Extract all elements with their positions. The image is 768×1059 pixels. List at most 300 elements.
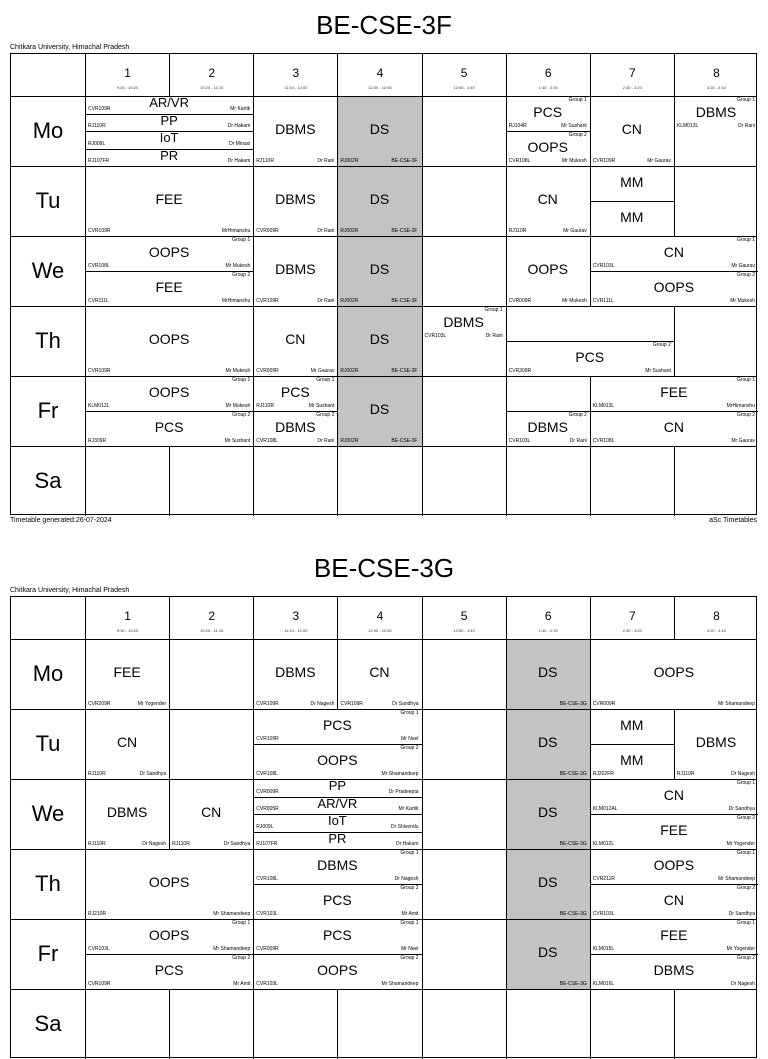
room-code: CVR009R (256, 368, 279, 374)
teacher-name: Dr Sandhya (223, 841, 251, 847)
room-code: CVR211R (592, 876, 615, 882)
slot-divider (253, 884, 421, 885)
lesson-slot (85, 376, 253, 411)
room-code: CVR108L (508, 158, 531, 164)
row-divider (11, 446, 756, 447)
lesson-slot (337, 236, 421, 306)
subject-name: OOPS (148, 874, 190, 890)
slot-divider (590, 814, 758, 815)
lesson-slot (85, 131, 253, 149)
lesson-slot (337, 639, 421, 709)
teacher-name: Mr Yogender (726, 841, 755, 847)
slot-divider (85, 954, 253, 955)
room-code: CVR103L (256, 911, 278, 917)
lesson-cell (506, 919, 590, 989)
room-code: RJ110R (256, 158, 274, 164)
lesson-cell (590, 919, 758, 989)
lesson-cell (169, 779, 253, 849)
class-label: BE-CSE-3F (391, 438, 418, 444)
subject-name: MM (620, 208, 644, 225)
group-label: Group 1 (736, 780, 755, 786)
teacher-name: Dr Minaxi (229, 140, 251, 147)
lesson-slot (85, 149, 253, 167)
room-code: RJ107FR (256, 841, 278, 847)
subject-name: PCS (280, 383, 310, 400)
lesson-slot (253, 166, 337, 236)
lesson-cell (85, 849, 253, 919)
lesson-cell (253, 96, 337, 166)
period-header (85, 54, 169, 96)
teacher-name: Dr Nagesh (310, 701, 335, 707)
lesson-slot (506, 306, 674, 341)
room-code: RJ002R (340, 368, 359, 374)
cell-border (253, 446, 254, 516)
lesson-cell (85, 376, 253, 446)
lesson-slot (590, 166, 674, 201)
room-code: KLM016L (592, 981, 615, 987)
cell-border (85, 989, 86, 1059)
subject-name: DS (537, 804, 558, 820)
group-label: Group 2 (232, 955, 251, 961)
lesson-cell (253, 306, 337, 376)
teacher-name: Mr Shamandeep (381, 771, 419, 777)
subject-name: DS (537, 874, 558, 890)
lesson-cell (85, 306, 253, 376)
room-code: RJ110R (256, 403, 274, 409)
subject-name: DS (537, 944, 558, 960)
subject-name: CN (201, 804, 222, 820)
teacher-name: Mr Mukesh (562, 158, 587, 164)
subject-name: OOPS (653, 278, 695, 295)
room-code: CVR009R (256, 228, 279, 234)
lesson-slot (85, 954, 253, 989)
subject-name: DBMS (275, 418, 316, 435)
lesson-cell (590, 849, 758, 919)
slot-divider (253, 797, 421, 798)
subject-name: OOPS (148, 243, 190, 260)
lesson-slot (337, 376, 421, 446)
cell-border (253, 989, 254, 1059)
period-number: 6 (544, 609, 552, 623)
lesson-cell (253, 849, 421, 919)
teacher-name: MrHimanshu (726, 403, 755, 409)
lesson-cell (337, 639, 421, 709)
lesson-slot (590, 271, 758, 306)
room-code: CVR103L (592, 263, 615, 269)
lesson-cell (85, 166, 253, 236)
group-label: Group 1 (736, 850, 755, 856)
subject-name: DBMS (653, 961, 695, 978)
slot-divider (506, 131, 590, 132)
cell-border (337, 446, 338, 516)
group-label: Group 2 (400, 885, 419, 891)
slot-divider (590, 201, 674, 202)
teacher-name: Dr Hakam (395, 841, 419, 847)
room-code: RJ202FR (592, 771, 614, 777)
lesson-cell (253, 779, 421, 849)
lesson-cell (590, 96, 674, 166)
subject-name: OOPS (148, 383, 190, 400)
lesson-slot (253, 376, 337, 411)
subject-name: PCS (322, 926, 352, 943)
teacher-name: Mr Gaurav (310, 368, 335, 374)
day-label: Fr (37, 398, 59, 423)
room-code: RJ110R (676, 771, 695, 777)
lesson-slot (506, 411, 590, 446)
lesson-slot (85, 779, 169, 849)
lesson-slot (422, 306, 506, 341)
period-number: 8 (713, 609, 720, 623)
room-code: RJ002R (340, 298, 359, 304)
cell-border (422, 236, 423, 306)
period-number: 2 (208, 609, 216, 623)
subject-name: PCS (154, 961, 184, 978)
cell-border (422, 376, 423, 446)
subject-name: DBMS (443, 313, 484, 330)
room-code: RJ009L (88, 140, 106, 147)
group-label: Group 1 (736, 377, 755, 383)
period-number: 1 (124, 66, 131, 80)
room-code: CVR103L (256, 981, 278, 987)
lesson-cell (85, 639, 169, 709)
cell-border (506, 989, 507, 1059)
room-code: KLM012L (88, 403, 110, 409)
subject-name: FEE (113, 664, 141, 680)
subject-name: PCS (575, 348, 605, 365)
group-label: Group 2 (316, 412, 335, 418)
period-header (337, 54, 421, 96)
day-label: Tu (35, 731, 61, 756)
cell-border (590, 446, 591, 516)
slot-divider (85, 131, 253, 132)
room-code: CVR103L (592, 911, 615, 917)
teacher-name: Dr Sandhya (728, 806, 755, 812)
teacher-name: Dr Sandhya (728, 911, 755, 917)
room-code: CVR103L (424, 333, 447, 339)
room-code: CVR309R (508, 368, 532, 374)
teacher-name: Dr Rani (317, 438, 335, 444)
teacher-name: Mr Yogender (137, 701, 167, 707)
room-code: KLM013L (676, 123, 699, 129)
group-label: Group 1 (232, 377, 251, 383)
subject-name: PCS (154, 418, 184, 435)
period-header (422, 54, 506, 96)
lesson-slot (590, 639, 758, 709)
lesson-cell (337, 236, 421, 306)
subject-name: OOPS (653, 664, 695, 680)
cell-border (422, 166, 423, 236)
subject-name: DBMS (695, 103, 737, 120)
lesson-slot (253, 709, 421, 744)
cell-border (169, 709, 170, 779)
room-code: RJ309R (88, 438, 107, 444)
lesson-cell (506, 376, 590, 446)
lesson-slot (590, 709, 674, 744)
teacher-name: Mr Neel (400, 946, 419, 952)
day-label: Th (35, 871, 61, 896)
day-label: Mo (32, 118, 64, 143)
teacher-name: Mr Sushant (308, 403, 335, 409)
subject-name: MM (620, 173, 644, 190)
cell-border (674, 989, 675, 1059)
period-time: 12:50 - 1:40 (453, 85, 475, 90)
room-code: CVR111L (88, 298, 109, 304)
period-number: 4 (376, 609, 384, 623)
lesson-cell (506, 639, 590, 709)
cell-border (422, 849, 423, 919)
cell-border (422, 446, 423, 516)
room-code: CVR109R (340, 701, 363, 707)
lesson-cell (253, 709, 421, 779)
slot-divider (253, 832, 421, 833)
teacher-name: Dr Hakam (227, 158, 251, 164)
teacher-name: Dr Rani (317, 298, 335, 304)
room-code: RJ104R (508, 123, 527, 129)
teacher-name: Mr Sushant (561, 123, 587, 129)
period-header (506, 597, 590, 639)
period-number: 5 (460, 609, 468, 623)
subject-name: OOPS (527, 261, 568, 277)
period-header (169, 597, 253, 639)
group-label: Group 2 (652, 342, 671, 348)
period-header (169, 54, 253, 96)
slot-divider (590, 411, 758, 412)
teacher-name: Dr Sandhya (139, 771, 167, 777)
cell-border (674, 306, 675, 376)
period-time: 12:00 - 12:50 (368, 628, 392, 633)
period-time: 3:20 - 4:10 (706, 628, 726, 633)
lesson-slot (674, 96, 758, 131)
lesson-cell (337, 166, 421, 236)
period-header (253, 597, 337, 639)
group-label: Group 2 (736, 885, 755, 891)
lesson-cell (506, 96, 590, 166)
class-label: BE-CSE-3F (391, 158, 418, 164)
lesson-slot (337, 96, 421, 166)
class-label: BE-CSE-3G (559, 911, 587, 917)
teacher-name: Mr Gaurav (647, 158, 671, 164)
lesson-slot (253, 744, 421, 779)
subject-name: FEE (155, 278, 183, 295)
subject-name: OOPS (148, 926, 190, 943)
group-label: Group 1 (736, 97, 755, 103)
lesson-slot (253, 954, 421, 989)
room-code: CVR109R (88, 981, 111, 987)
subject-name: FEE (660, 926, 688, 943)
cell-border (422, 639, 423, 709)
lesson-slot (590, 814, 758, 849)
room-code: RJ002R (340, 228, 359, 234)
cell-border (590, 989, 591, 1059)
lesson-slot (506, 236, 590, 306)
teacher-name: Mr Amit (233, 981, 251, 987)
slot-divider (85, 149, 253, 150)
teacher-name: Dr Nagesh (142, 841, 167, 847)
day-label: Mo (32, 661, 64, 686)
lesson-slot (590, 954, 758, 989)
period-header (253, 54, 337, 96)
lesson-slot (85, 236, 253, 271)
timetable-title: BE-CSE-3F (316, 10, 452, 40)
teacher-name: Mr Gaurav (563, 228, 587, 234)
cell-border (674, 446, 675, 516)
lesson-cell (337, 376, 421, 446)
timetable-grid (10, 53, 757, 515)
teacher-name: Mr Mukesh (225, 403, 251, 409)
day-label: Sa (34, 468, 62, 493)
period-number: 8 (713, 66, 720, 80)
cell-border (674, 166, 675, 236)
room-code: CVR209R (88, 701, 111, 707)
subject-name: AR/VR (317, 795, 358, 811)
subject-name: OOPS (653, 856, 695, 873)
room-code: CVR009R (256, 946, 279, 952)
cell-border (169, 446, 170, 516)
lesson-slot (85, 271, 253, 306)
lesson-cell (506, 779, 590, 849)
lesson-slot (506, 849, 590, 919)
period-time: 2:30 - 3:20 (622, 85, 642, 90)
lesson-slot (590, 96, 674, 166)
room-code: CVR109R (88, 228, 111, 234)
period-number: 6 (544, 66, 552, 80)
lesson-cell (253, 166, 337, 236)
teacher-name: Dr Nagesh (731, 981, 755, 987)
period-time: 12:50 - 1:40 (453, 628, 475, 633)
lesson-slot (590, 779, 758, 814)
period-header (590, 597, 674, 639)
slot-divider (253, 411, 337, 412)
lesson-slot (253, 832, 421, 850)
lesson-slot (253, 411, 337, 446)
subject-name: DBMS (527, 418, 568, 435)
cell-border (506, 446, 507, 516)
subject-name: OOPS (527, 138, 568, 155)
lesson-cell (590, 236, 758, 306)
lesson-slot (253, 884, 421, 919)
lesson-slot (674, 709, 758, 779)
lesson-cell (506, 709, 590, 779)
room-code: CVR108L (256, 771, 278, 777)
slot-divider (506, 411, 590, 412)
subject-name: DS (369, 121, 390, 137)
subject-name: PP (160, 112, 178, 128)
lesson-slot (506, 166, 590, 236)
room-code: CVR109R (592, 158, 616, 164)
period-number: 2 (208, 66, 216, 80)
teacher-name: Dr Sandhya (392, 701, 419, 707)
subject-name: DS (369, 331, 390, 347)
timetable-title: BE-CSE-3G (313, 553, 455, 583)
lesson-cell (590, 779, 758, 849)
lesson-cell (85, 779, 169, 849)
period-time: 1:40 - 2:30 (538, 85, 558, 90)
class-label: BE-CSE-3G (559, 771, 587, 777)
period-header (590, 54, 674, 96)
class-label: BE-CSE-3F (391, 368, 418, 374)
subject-name: CN (369, 664, 390, 680)
day-label: Fr (37, 941, 59, 966)
period-header (674, 54, 758, 96)
room-code: CVR108L (256, 438, 278, 444)
lesson-slot (506, 131, 590, 166)
teacher-name: Mr Mukesh (225, 368, 251, 374)
class-label: BE-CSE-3G (559, 981, 587, 987)
room-code: CVR109R (256, 298, 279, 304)
room-code: CVR111L (592, 298, 614, 304)
lesson-slot (590, 849, 758, 884)
teacher-name: Mr Amit (401, 911, 419, 917)
room-code: CVR109R (256, 736, 279, 742)
room-code: CVR109R (88, 368, 111, 374)
subject-name: CN (537, 191, 558, 207)
lesson-cell (590, 639, 758, 709)
group-label: Group 1 (400, 920, 419, 926)
teacher-name: Mr Sushant (224, 438, 251, 444)
lesson-slot (85, 114, 253, 132)
room-code: KLM012AL (592, 806, 618, 812)
teacher-name: Dr Nagesh (394, 876, 419, 882)
teacher-name: Mr Shamandeep (213, 946, 251, 952)
room-code: CVR009R (592, 701, 616, 707)
cell-border (337, 989, 338, 1059)
institution-name: Chitkara University, Himachal Pradesh (10, 587, 130, 594)
teacher-name: Dr Pradeepta (388, 788, 419, 795)
room-code: RJ110R (88, 841, 106, 847)
subject-name: FEE (660, 821, 688, 838)
slot-divider (590, 744, 674, 745)
teacher-name: Dr Hakam (227, 123, 251, 129)
slot-divider (590, 884, 758, 885)
room-code: CVR005R (256, 806, 279, 812)
lesson-slot (85, 919, 253, 954)
subject-name: IoT (159, 130, 179, 145)
lesson-cell (85, 236, 253, 306)
teacher-name: Mr Neel (400, 736, 419, 742)
period-time: 10:20 - 11:10 (200, 85, 224, 90)
cell-border (422, 709, 423, 779)
room-code: RJ002R (340, 438, 359, 444)
subject-name: DS (369, 401, 390, 417)
lesson-slot (253, 919, 421, 954)
subject-name: FEE (660, 383, 688, 400)
lesson-cell (253, 376, 337, 446)
period-time: 1:40 - 2:30 (538, 628, 558, 633)
teacher-name: Dr Rani (738, 123, 755, 129)
lesson-slot (506, 779, 590, 849)
subject-name: OOPS (317, 961, 358, 978)
room-code: CVR009R (256, 788, 279, 795)
lesson-cell (674, 96, 758, 166)
subject-name: DS (537, 734, 558, 750)
group-label: Group 2 (568, 132, 587, 138)
subject-name: PP (328, 778, 347, 793)
lesson-slot (253, 236, 337, 306)
lesson-slot (253, 639, 337, 709)
period-number: 3 (292, 66, 300, 80)
day-label: Sa (34, 1011, 62, 1036)
teacher-name: Dr Nagesh (731, 771, 755, 777)
group-label: Group 1 (400, 850, 419, 856)
cell-border (422, 919, 423, 989)
lesson-slot (253, 849, 421, 884)
lesson-slot (506, 96, 590, 131)
subject-name: FEE (155, 191, 183, 207)
lesson-slot (506, 639, 590, 709)
teacher-name: Mr Shamandeep (718, 876, 755, 882)
lesson-slot (85, 709, 169, 779)
group-label: Group 2 (400, 745, 419, 751)
